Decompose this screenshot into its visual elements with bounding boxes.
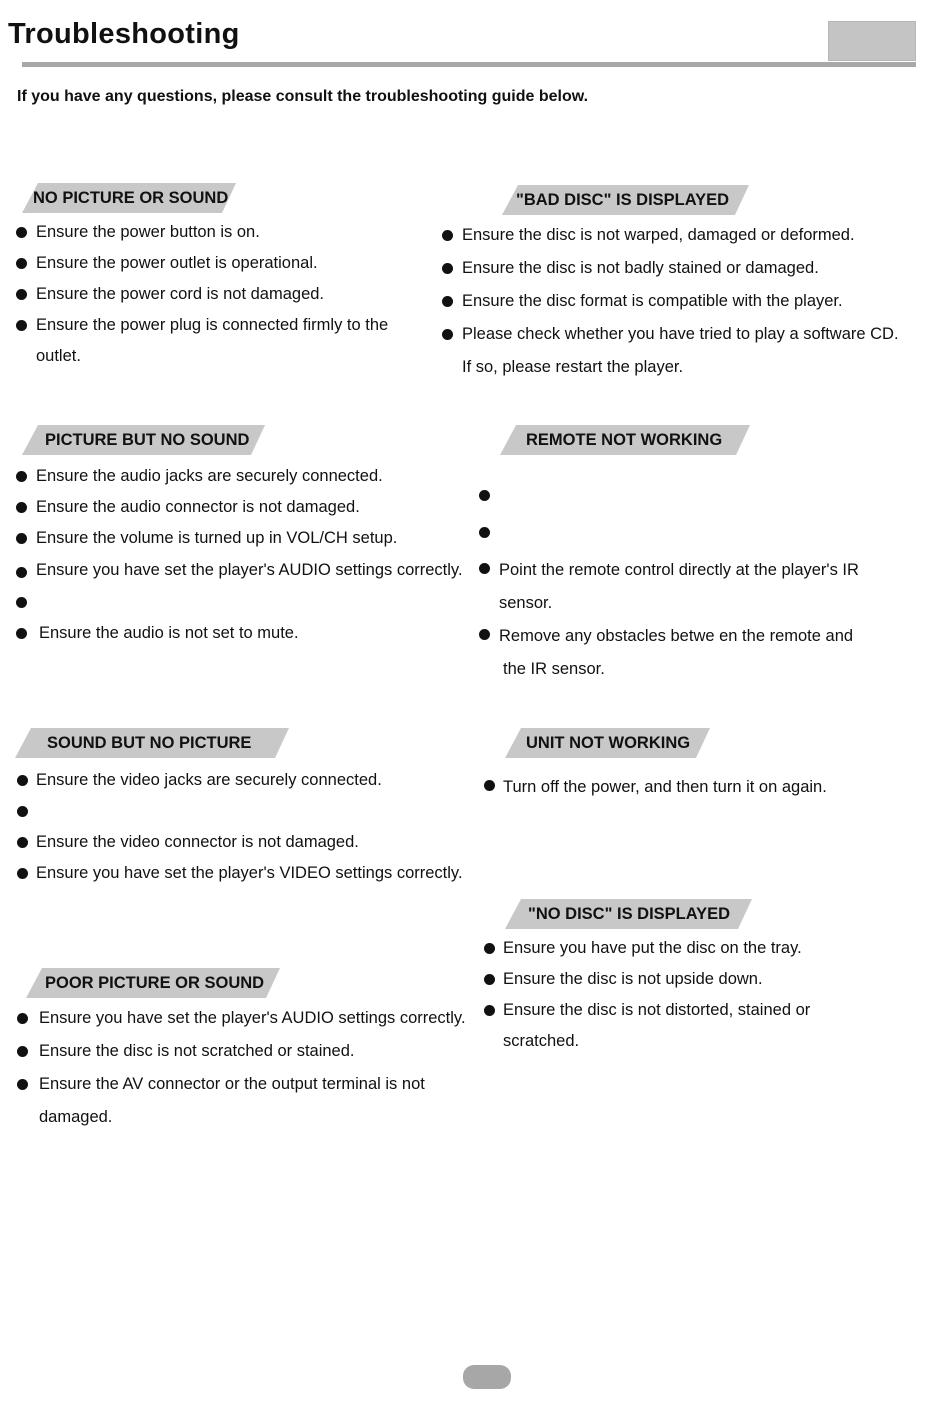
list-bad-disc-displayed: [442, 219, 899, 384]
bullet-icon: [442, 329, 453, 340]
section-banner: [505, 728, 710, 758]
list-item: Ensure the volume is turned up in VOL/CH setup.: [16, 523, 463, 554]
list-item: [16, 587, 463, 618]
bullet-icon: [17, 1013, 28, 1024]
bullet-icon: [484, 943, 495, 954]
section-no-disc-displayed: [505, 899, 752, 929]
section-title: SOUND BUT NO PICTURE: [47, 734, 252, 752]
list-no-picture-or-sound: [16, 217, 388, 372]
list-item: Ensure the disc is not warped, damaged or deformed.: [442, 219, 899, 252]
list-item: Ensure the audio is not set to mute.: [16, 618, 463, 649]
list-item: Ensure you have set the player's AUDIO settings correctly.: [17, 1002, 466, 1035]
list-item-continuation: the IR sensor.: [503, 660, 605, 678]
section-picture-but-no-sound: [22, 425, 265, 455]
section-banner: [22, 425, 265, 455]
list-item: Ensure the disc is not upside down.: [484, 964, 810, 995]
bullet-icon: [16, 471, 27, 482]
section-title: POOR PICTURE OR SOUND: [45, 974, 265, 992]
bullet-icon: [16, 258, 27, 269]
bullet-icon: [479, 490, 490, 501]
list-item: Ensure the power cord is not damaged.: [16, 279, 388, 310]
list-item-continuation: damaged.: [39, 1108, 113, 1126]
section-unit-not-working: [505, 728, 710, 758]
list-item: Turn off the power, and then turn it on again.: [484, 772, 827, 803]
list-item: Ensure the audio connector is not damaged.: [16, 492, 463, 523]
list-item: Ensure you have set the player's VIDEO settings correctly.: [17, 858, 463, 889]
list-poor-picture-or-sound: [17, 1002, 466, 1134]
list-item: Ensure the disc is not scratched or stained.: [17, 1035, 466, 1068]
list-item-continuation: If so, please restart the player.: [462, 358, 684, 376]
section-poor-picture-or-sound: [26, 968, 280, 998]
bullet-icon: [17, 868, 28, 879]
list-item: Ensure the video connector is not damaged.: [17, 827, 463, 858]
bullet-icon: [484, 974, 495, 985]
header-tab-box: [828, 21, 916, 61]
list-item: [479, 517, 859, 554]
list-item: Ensure the power plug is connected firmly to the: [16, 310, 388, 341]
bullet-icon: [16, 597, 27, 608]
list-item-continuation: outlet.: [36, 347, 81, 365]
page-title: Troubleshooting: [8, 18, 240, 50]
bullet-icon: [16, 502, 27, 513]
list-item: Ensure the disc is not distorted, stained or: [484, 995, 810, 1026]
bullet-icon: [442, 230, 453, 241]
bullet-icon: [16, 227, 27, 238]
bullet-icon: [17, 806, 28, 817]
section-title: UNIT NOT WORKING: [526, 734, 691, 752]
section-remote-not-working: [500, 425, 750, 455]
bullet-icon: [442, 263, 453, 274]
section-sound-but-no-picture: [15, 728, 289, 758]
list-item: [479, 480, 859, 517]
bullet-icon: [17, 1079, 28, 1090]
bullet-icon: [17, 1046, 28, 1057]
section-title: "NO DISC" IS DISPLAYED: [528, 905, 731, 923]
section-title: REMOTE NOT WORKING: [526, 431, 723, 449]
bullet-icon: [17, 775, 28, 786]
list-item: Ensure the power outlet is operational.: [16, 248, 388, 279]
list-unit-not-working: [484, 772, 827, 803]
bullet-icon: [16, 567, 27, 578]
bullet-icon: [16, 320, 27, 331]
header-rule: [22, 62, 916, 67]
list-item: Point the remote control directly at the player's IR: [479, 554, 859, 587]
list-remote-not-working: [479, 480, 859, 686]
list-item: Ensure you have set the player's AUDIO settings correctly.: [16, 554, 463, 587]
list-picture-but-no-sound: [16, 461, 463, 649]
section-banner: [22, 183, 236, 213]
section-title: PICTURE BUT NO SOUND: [45, 431, 250, 449]
list-item: Ensure the disc format is compatible with the player.: [442, 285, 899, 318]
list-item: Please check whether you have tried to play a software CD.: [442, 318, 899, 351]
bullet-icon: [16, 533, 27, 544]
bullet-icon: [479, 527, 490, 538]
section-banner: [502, 185, 749, 215]
list-item-continuation: scratched.: [503, 1032, 580, 1050]
list-no-disc-displayed: [484, 933, 810, 1057]
intro-text: If you have any questions, please consult the troubleshooting guide below.: [17, 88, 589, 105]
bullet-icon: [16, 628, 27, 639]
bullet-icon: [479, 563, 490, 574]
section-banner: [15, 728, 289, 758]
section-banner: [500, 425, 750, 455]
bullet-icon: [442, 296, 453, 307]
section-title: "BAD DISC" IS DISPLAYED: [516, 191, 730, 209]
list-item: Ensure the disc is not badly stained or damaged.: [442, 252, 899, 285]
section-banner: [505, 899, 752, 929]
bullet-icon: [17, 837, 28, 848]
list-item: Ensure you have put the disc on the tray.: [484, 933, 810, 964]
section-no-picture-or-sound: [22, 183, 236, 213]
list-item: Ensure the power button is on.: [16, 217, 388, 248]
page-number-badge: [463, 1365, 511, 1389]
bullet-icon: [484, 1005, 495, 1016]
section-title: NO PICTURE OR SOUND: [33, 189, 229, 207]
bullet-icon: [479, 629, 490, 640]
bullet-icon: [484, 780, 495, 791]
section-banner: [26, 968, 280, 998]
list-item: Ensure the AV connector or the output terminal is not: [17, 1068, 466, 1101]
list-item: Remove any obstacles betwe en the remote and: [479, 620, 859, 653]
list-sound-but-no-picture: [17, 765, 463, 889]
list-item: [17, 796, 463, 827]
list-item-continuation: sensor.: [499, 594, 553, 612]
section-bad-disc-displayed: [502, 185, 749, 215]
list-item: Ensure the audio jacks are securely connected.: [16, 461, 463, 492]
bullet-icon: [16, 289, 27, 300]
list-item: Ensure the video jacks are securely connected.: [17, 765, 463, 796]
